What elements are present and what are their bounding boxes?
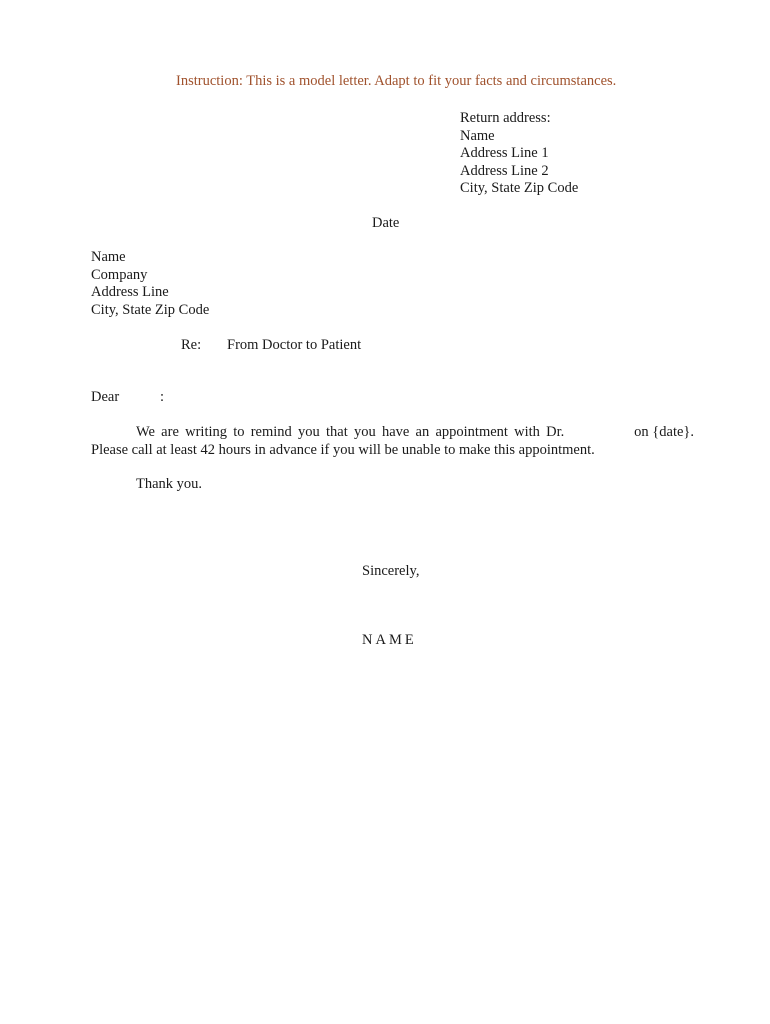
body-line-1 (91, 424, 694, 442)
return-address-line2: Address Line 2 (460, 162, 549, 179)
recipient-block (91, 249, 209, 319)
recipient-address: Address Line (91, 284, 169, 300)
body-line-1-end: on {date}. (634, 424, 694, 440)
return-address-block (460, 110, 578, 198)
re-label: Re: (181, 337, 202, 353)
body-line-2: Please call at least 42 hours in advance if you will be unable to make this appointment. (91, 441, 595, 458)
recipient-city: City, State Zip Code (91, 301, 210, 318)
return-address-label: Return address: (460, 110, 551, 126)
letter-date: Date (372, 215, 400, 231)
body-line-1-start: We are writing to remind you that you have an appointment with Dr. (136, 424, 565, 440)
salutation-colon: : (160, 389, 165, 405)
re-subject: From Doctor to Patient (227, 337, 362, 353)
recipient-name: Name (91, 249, 126, 265)
signature-name: NAME (362, 632, 417, 648)
instruction-note: Instruction: This is a model letter. Adapt to fit your facts and circumstances. (176, 73, 617, 89)
salutation-greeting: Dear (91, 389, 120, 405)
return-address-line1: Address Line 1 (460, 145, 549, 161)
salutation (91, 389, 165, 406)
return-address-city: City, State Zip Code (460, 180, 579, 196)
thank-you-line: Thank you. (136, 476, 203, 492)
closing: Sincerely, (362, 563, 420, 579)
return-address-name: Name (460, 127, 495, 144)
body-paragraph (91, 424, 694, 459)
recipient-company: Company (91, 266, 148, 283)
